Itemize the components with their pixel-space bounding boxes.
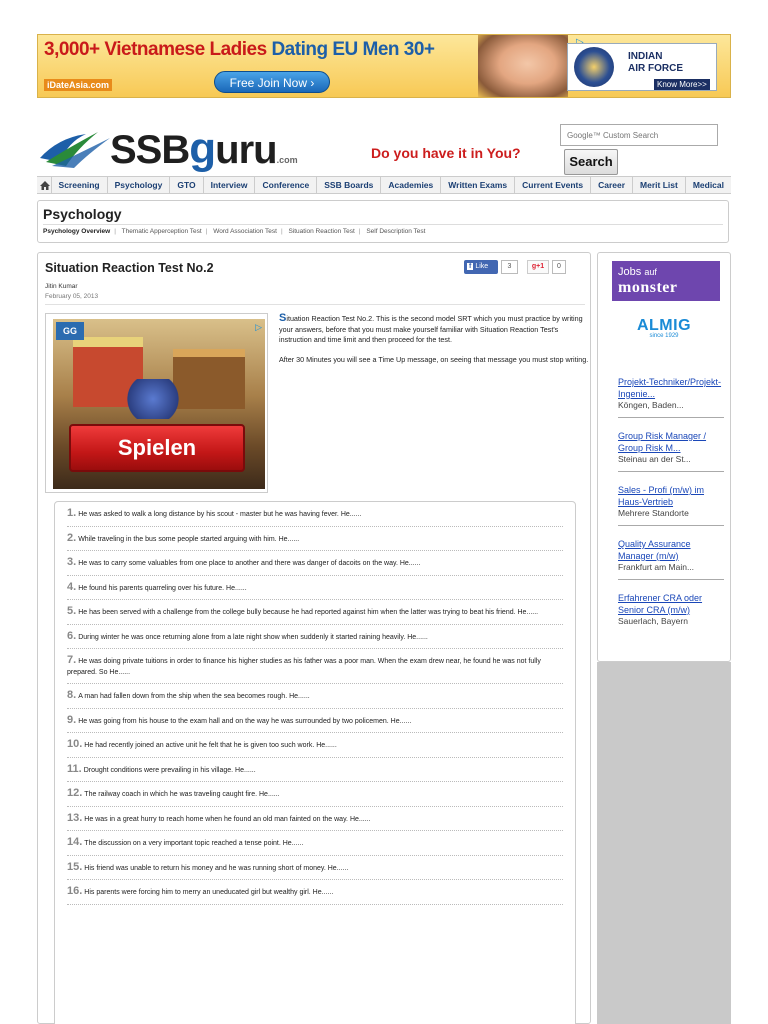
question-item bbox=[67, 684, 563, 709]
job-item bbox=[618, 373, 724, 418]
search-input[interactable] bbox=[561, 126, 717, 146]
tagline: Do you have it in You? bbox=[371, 145, 521, 161]
nav-interview[interactable]: Interview bbox=[204, 177, 256, 193]
intro-p1-text: ituation Reaction Test No.2. This is the second model SRT which you must practice by writing your answers, before that you must make yourself familiar with Situation Reaction Test's instruction and time limit and then proceed for the test. bbox=[279, 314, 583, 344]
nav-conference[interactable]: Conference bbox=[255, 177, 317, 193]
question-number: 1. bbox=[67, 507, 77, 519]
question-text: He found his parents quarreling over his future. He...... bbox=[78, 584, 247, 592]
ad-headline[interactable] bbox=[44, 39, 435, 61]
monster-logo: monster bbox=[618, 279, 678, 296]
nav-psychology[interactable]: Psychology bbox=[108, 177, 171, 193]
job-title-link[interactable]: Quality Assurance Manager (m/w) bbox=[618, 539, 691, 561]
intro-dropcap: S bbox=[279, 312, 287, 324]
ad-join-label: Free Join Now bbox=[229, 76, 308, 90]
question-item bbox=[67, 807, 563, 832]
home-icon[interactable] bbox=[39, 177, 52, 193]
job-item bbox=[618, 535, 724, 580]
subnav-srt[interactable]: Situation Reaction Test bbox=[288, 228, 355, 235]
subnav-separator: | bbox=[358, 228, 361, 235]
question-text: He was to carry some valuables from one place to another and there was danger of dacoits on the way. He...... bbox=[78, 560, 421, 567]
ad-headline-red: 3,000+ Vietnamese Ladies bbox=[44, 39, 267, 60]
iaf-know-more[interactable]: Know More>> bbox=[654, 79, 710, 90]
almig-name: ALMIG bbox=[636, 317, 692, 334]
monster-jobs-banner[interactable] bbox=[612, 261, 720, 301]
question-item bbox=[67, 782, 563, 807]
spielen-button[interactable]: Spielen bbox=[69, 424, 245, 472]
game-ad[interactable] bbox=[45, 313, 268, 493]
article bbox=[37, 252, 591, 1024]
search-button[interactable]: Search bbox=[564, 149, 618, 175]
job-title-link[interactable]: Erfahrener CRA oder Senior CRA (m/w) bbox=[618, 593, 703, 615]
question-text: His friend was unable to return his money and he was running short of money. He...... bbox=[84, 864, 349, 872]
subnav-separator: | bbox=[205, 228, 208, 235]
nav-merit-list[interactable]: Merit List bbox=[633, 177, 686, 193]
site-logo[interactable] bbox=[38, 120, 298, 176]
question-item bbox=[67, 551, 563, 576]
intro-paragraph-2: After 30 Minutes you will see a Time Up message, on seeing that message you must stop writing. bbox=[279, 354, 589, 364]
gplus-label: +1 bbox=[536, 263, 545, 270]
job-location: Steinau an der St... bbox=[618, 454, 691, 464]
logo-wordmark bbox=[110, 124, 298, 174]
nav-academies[interactable]: Academies bbox=[381, 177, 441, 193]
question-number: 5. bbox=[67, 605, 77, 617]
question-item bbox=[67, 831, 563, 856]
question-list-box bbox=[54, 501, 576, 1024]
intro-paragraph-1 bbox=[279, 313, 591, 346]
logo-swoosh-icon bbox=[38, 128, 116, 168]
job-title-link[interactable]: Group Risk Manager / Group Risk M... bbox=[618, 431, 707, 453]
game-characters-image bbox=[123, 379, 183, 419]
subnav-separator: | bbox=[280, 228, 283, 235]
question-number: 14. bbox=[67, 836, 83, 848]
section-title: Psychology bbox=[43, 206, 122, 222]
logo-uru: uru bbox=[215, 128, 277, 172]
logo-ssb: SSB bbox=[110, 128, 190, 172]
question-number: 16. bbox=[67, 885, 83, 897]
job-list bbox=[618, 373, 724, 642]
game-stall-image bbox=[173, 349, 245, 409]
job-location: Sauerlach, Bayern bbox=[618, 616, 688, 626]
logo-com: .com bbox=[276, 155, 298, 165]
iaf-title-line2: AIR FORCE bbox=[628, 63, 683, 74]
section-header bbox=[37, 200, 729, 243]
job-location: Frankfurt am Main... bbox=[618, 562, 695, 572]
question-number: 12. bbox=[67, 787, 83, 799]
jobs-auf: auf bbox=[644, 267, 657, 277]
question-item bbox=[67, 856, 563, 881]
nav-ssb-boards[interactable]: SSB Boards bbox=[317, 177, 381, 193]
subnav-psychology-overview[interactable]: Psychology Overview bbox=[43, 228, 111, 235]
question-text: His parents were forcing him to merry an uneducated girl but wealthy girl. He...... bbox=[84, 889, 334, 896]
almig-since: since 1929 bbox=[649, 333, 679, 339]
question-text: He was in a great hurry to reach home when he found an old man fainted on the way. He...... bbox=[84, 815, 371, 823]
question-number: 3. bbox=[67, 556, 77, 568]
monster-jobs-label bbox=[618, 266, 657, 278]
article-intro bbox=[279, 313, 591, 374]
subnav-sdt[interactable]: Self Description Test bbox=[366, 228, 426, 235]
gplus-icon: g bbox=[531, 263, 537, 270]
logo-g: g bbox=[189, 124, 216, 173]
ad-join-button[interactable]: Free Join Now › bbox=[214, 71, 330, 93]
question-list bbox=[55, 502, 575, 905]
question-item bbox=[67, 600, 563, 625]
facebook-like-button[interactable] bbox=[464, 260, 498, 274]
question-text: He was going from his house to the exam hall and on the way he was surrounded by two policemen. He...... bbox=[78, 717, 412, 725]
adchoices-icon[interactable]: ▷ bbox=[255, 322, 262, 332]
almig-logo[interactable] bbox=[618, 317, 710, 357]
question-number: 4. bbox=[67, 580, 77, 593]
iaf-emblem-icon bbox=[574, 47, 614, 87]
ad-site-label: iDateAsia.com bbox=[44, 79, 112, 91]
iaf-ad[interactable] bbox=[567, 43, 717, 91]
article-divider bbox=[45, 304, 585, 305]
question-item bbox=[67, 527, 563, 552]
sidebar-jobs bbox=[597, 252, 731, 662]
subnav-wat[interactable]: Word Association Test bbox=[213, 228, 277, 235]
article-author[interactable]: Jitin Kumar bbox=[45, 283, 78, 290]
section-divider bbox=[43, 224, 723, 225]
question-item bbox=[67, 625, 563, 650]
question-item bbox=[67, 709, 563, 734]
search-field-wrapper[interactable] bbox=[560, 124, 718, 146]
question-text: While traveling in the bus some people started arguing with him. He...... bbox=[78, 535, 300, 543]
question-number: 8. bbox=[67, 689, 77, 701]
facebook-icon: f bbox=[469, 263, 472, 270]
job-location: Köngen, Baden... bbox=[618, 400, 684, 410]
question-number: 13. bbox=[67, 811, 83, 824]
like-count: 3 bbox=[501, 260, 518, 274]
question-text: During winter he was once returning alone from a late night show when suddenly it started raining heavily. He...... bbox=[78, 633, 428, 641]
question-text: Drought conditions were prevailing in his village. He...... bbox=[83, 766, 256, 774]
question-item bbox=[67, 880, 563, 905]
article-title: Situation Reaction Test No.2 bbox=[45, 261, 214, 275]
ad-photo bbox=[478, 35, 568, 98]
question-text: The railway coach in which he was traveling caught fire. He...... bbox=[84, 791, 280, 798]
question-text: He was asked to walk a long distance by his scout - master but he was having fever. He...... bbox=[78, 511, 362, 518]
like-label: Like bbox=[475, 263, 489, 270]
job-item bbox=[618, 481, 724, 526]
top-ad-banner[interactable] bbox=[37, 34, 731, 98]
game-logo: GG bbox=[56, 322, 84, 340]
main-nav bbox=[37, 176, 731, 194]
nav-screening[interactable]: Screening bbox=[52, 177, 108, 193]
game-ad-image bbox=[53, 319, 265, 489]
question-item bbox=[67, 502, 563, 527]
question-number: 9. bbox=[67, 713, 77, 726]
nav-medical[interactable]: Medical bbox=[692, 180, 724, 190]
section-subnav bbox=[43, 228, 429, 235]
job-item bbox=[618, 589, 724, 633]
nav-career[interactable]: Career bbox=[591, 177, 633, 193]
question-text: He has been served with a challenge from the college bully because he had reported against him when the latter was trying to beat his friend. He...... bbox=[78, 609, 539, 616]
question-item bbox=[67, 649, 563, 684]
question-item bbox=[67, 576, 563, 601]
question-number: 6. bbox=[67, 629, 77, 642]
question-item bbox=[67, 758, 563, 783]
question-number: 11. bbox=[67, 762, 82, 775]
iaf-title-line1: INDIAN bbox=[628, 51, 663, 62]
question-text: He had recently joined an active unit he felt that he is given too such work. He...... bbox=[84, 742, 337, 749]
iaf-title bbox=[628, 51, 683, 75]
sidebar-empty-area bbox=[597, 662, 731, 1024]
subnav-separator: | bbox=[114, 228, 116, 235]
jobs-word: Jobs bbox=[618, 266, 642, 278]
job-item bbox=[618, 427, 724, 472]
nav-written-exams[interactable]: Written Exams bbox=[441, 177, 515, 193]
question-number: 15. bbox=[67, 860, 83, 873]
gplus-button[interactable] bbox=[527, 260, 549, 274]
question-number: 2. bbox=[67, 531, 77, 544]
question-item bbox=[67, 733, 563, 758]
article-date: February 05, 2013 bbox=[45, 293, 99, 300]
job-location: Mehrere Standorte bbox=[618, 508, 689, 518]
subnav-tat[interactable]: Thematic Apperception Test bbox=[121, 228, 202, 235]
job-title-link[interactable]: Projekt-Techniker/Projekt-Ingenie... bbox=[618, 377, 722, 399]
question-text: He was doing private tuitions in order to finance his higher studies as his father was a poor man. When the exam drew near, he found he was not fully prepared. So He...... bbox=[67, 658, 541, 676]
gplus-count: 0 bbox=[552, 260, 566, 274]
ad-headline-blue: Dating EU Men 30+ bbox=[271, 39, 435, 60]
question-text: The discussion on a very important topic reached a tense point. He...... bbox=[84, 840, 304, 847]
nav-gto[interactable]: GTO bbox=[170, 177, 203, 193]
question-number: 7. bbox=[67, 654, 77, 666]
question-text: A man had fallen down from the ship when the sea becomes rough. He...... bbox=[78, 693, 310, 700]
job-title-link[interactable]: Sales - Profi (m/w) im Haus-Vertrieb bbox=[618, 485, 705, 507]
nav-current-events[interactable]: Current Events bbox=[515, 177, 591, 193]
question-number: 10. bbox=[67, 738, 83, 750]
